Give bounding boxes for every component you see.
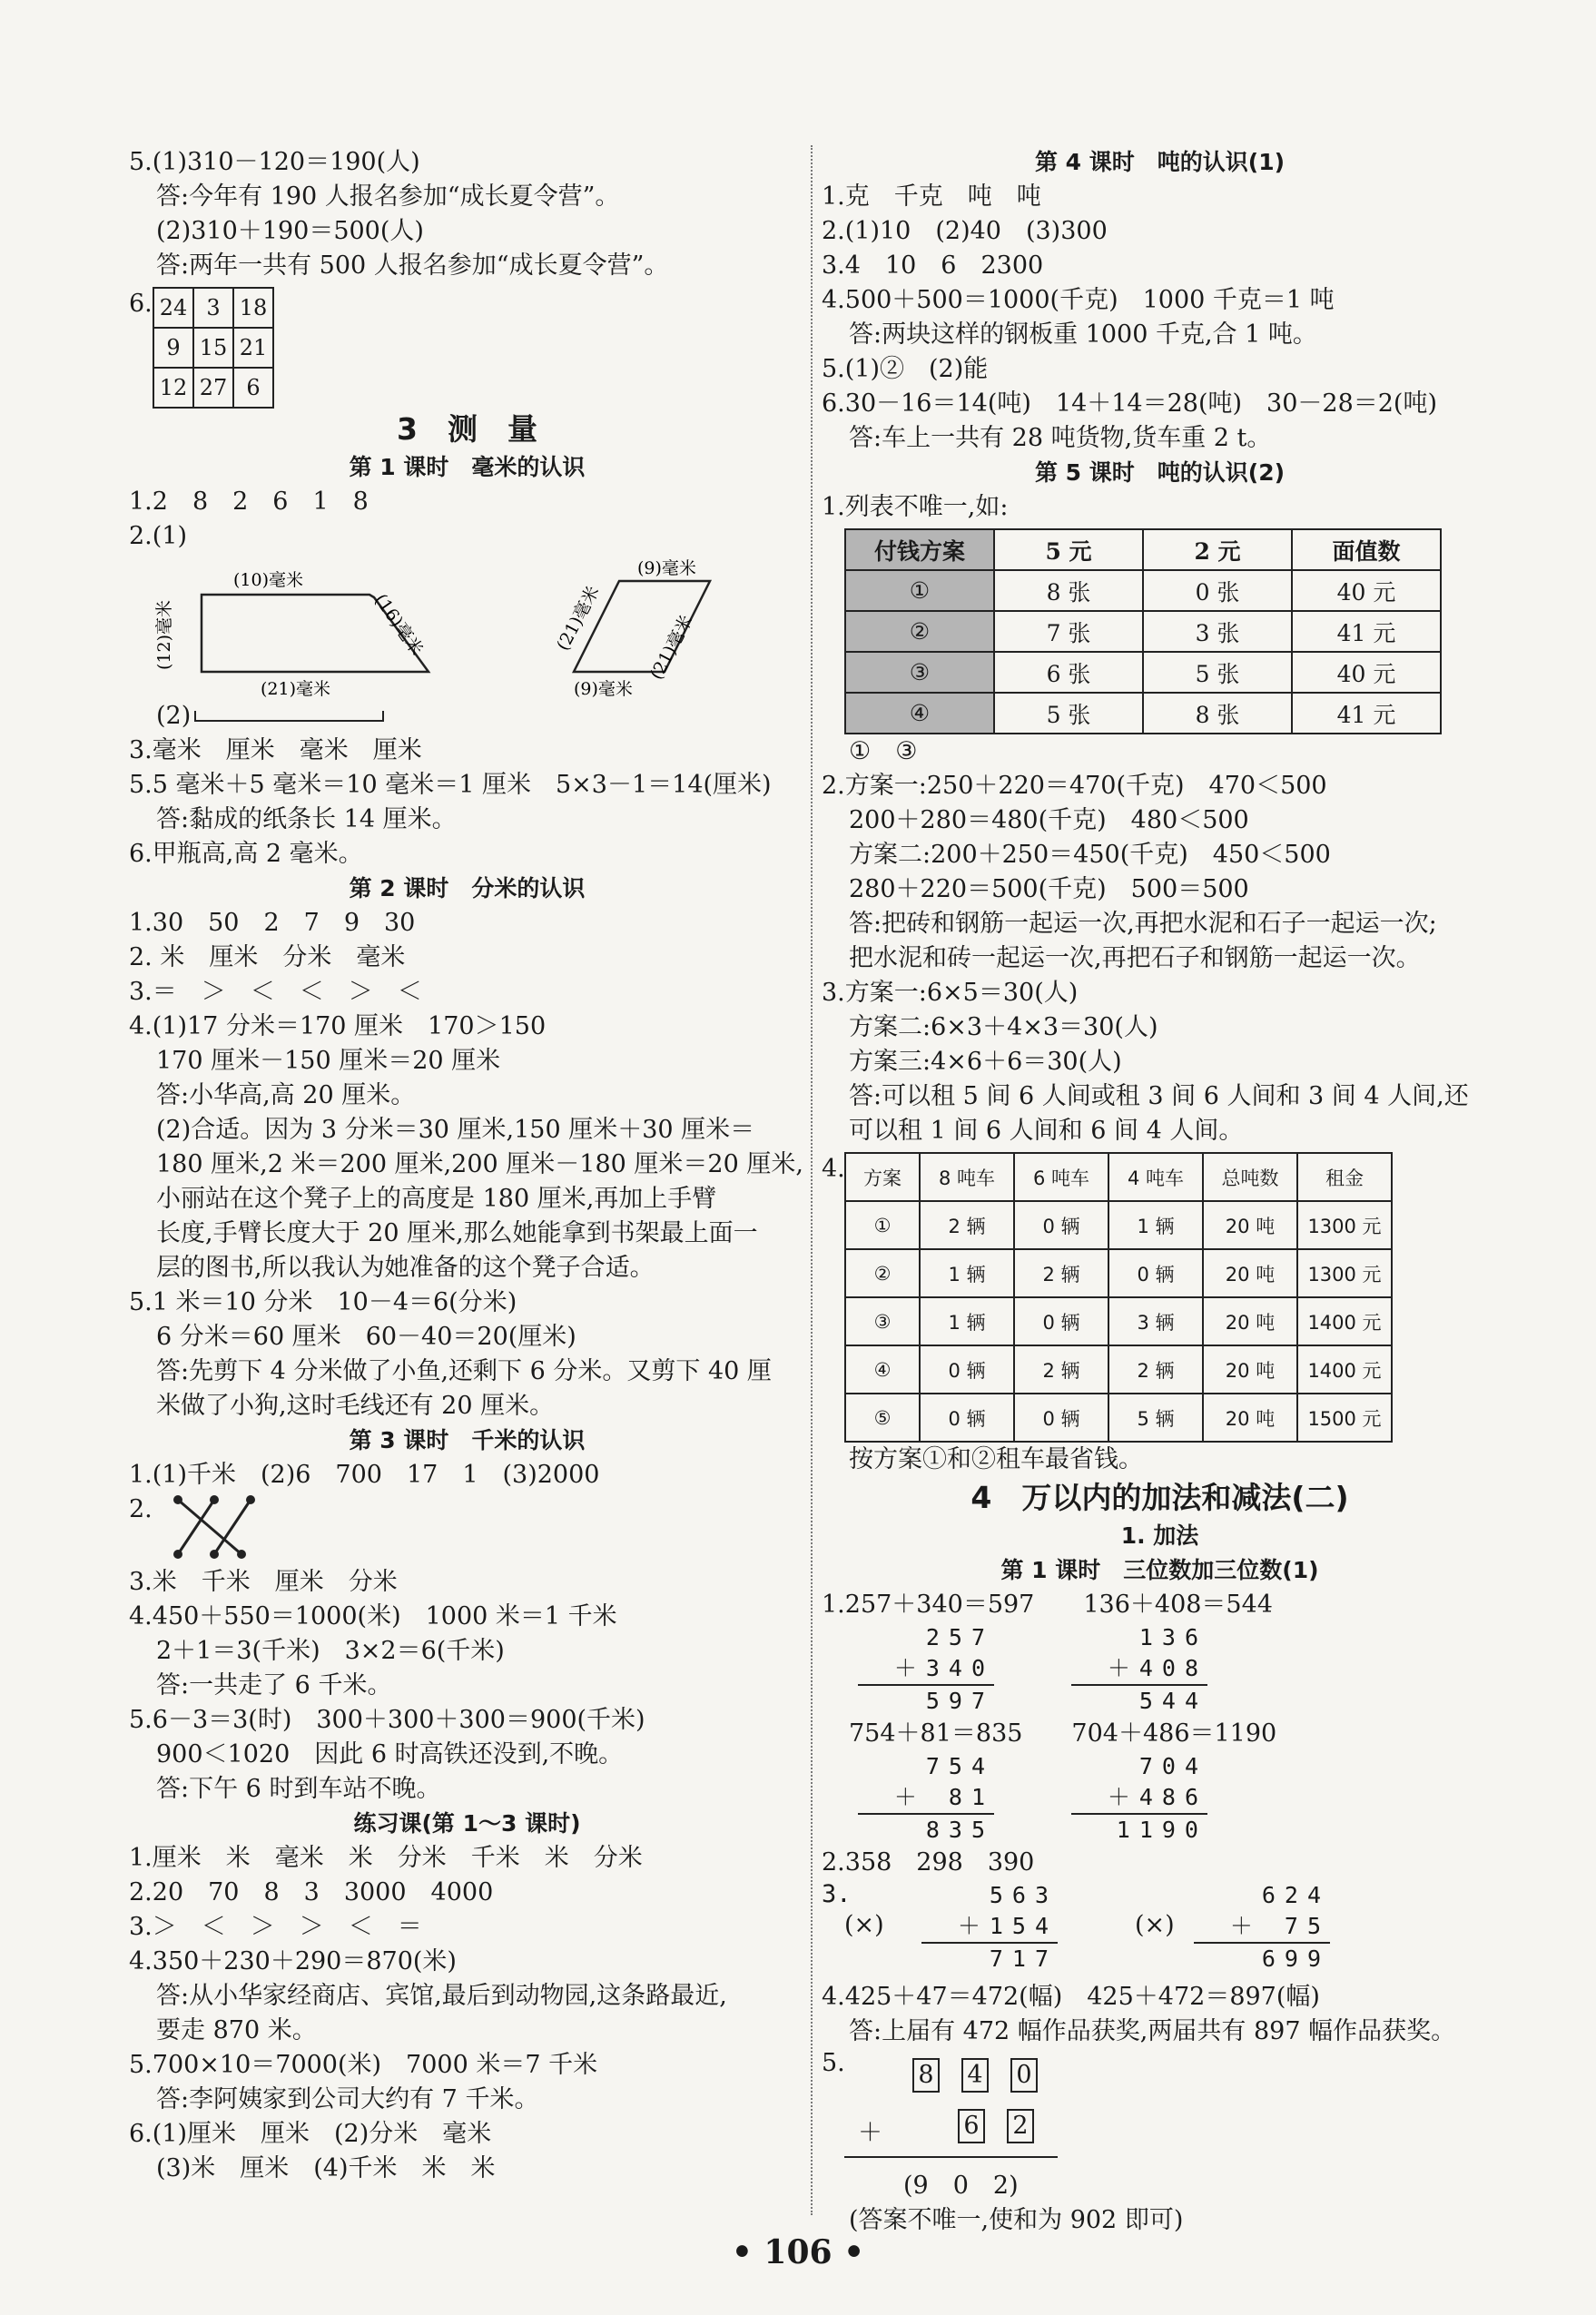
page-number: • 106 • [731, 2233, 865, 2271]
vertical-calc-row [822, 1880, 1498, 1980]
label-bottom-2: (9)毫米 [574, 679, 633, 699]
table-header: 4 吨车 [1108, 1153, 1203, 1201]
answer-line: 答:上届有 472 幅作品获奖,两届共有 897 幅作品获奖。 [849, 2017, 1456, 2045]
vertical-calc [921, 1880, 1058, 1975]
answer-line: 按方案①和②租车最省钱。 [849, 1445, 1143, 1473]
answer-line: 3.毫米 厘米 毫米 厘米 [129, 736, 422, 764]
cell: 9 [153, 328, 193, 368]
plus-sign: ＋ [858, 2119, 882, 2147]
magic-square [153, 287, 274, 409]
calc-row: ＋ 81 [893, 1784, 994, 1810]
cell: 40 元 [1292, 570, 1441, 611]
answer-line: 1.2 8 2 6 1 8 [129, 488, 369, 516]
answer-line: 答:把砖和钢筋一起运一次,再把水泥和石子一起运一次; [849, 910, 1437, 938]
answer-line: 1.厘米 米 毫米 米 分米 千米 米 分米 [129, 1844, 643, 1872]
calc-row: 624 [1261, 1882, 1330, 1908]
cell: 1400 元 [1297, 1297, 1392, 1345]
table-row [845, 611, 1441, 652]
table-row [845, 1394, 1392, 1442]
chapter-title: 4 万以内的加法和减法(二) [970, 1480, 1349, 1515]
cell: 0 张 [1143, 570, 1292, 611]
question-label: 6. [129, 290, 153, 318]
cell: 8 张 [1143, 693, 1292, 734]
puzzle-row-2 [958, 2109, 1034, 2143]
cell: 5 张 [994, 693, 1143, 734]
cell: 20 吨 [1203, 1297, 1297, 1345]
cell: 0 辆 [920, 1345, 1014, 1394]
answer-line: 长度,手臂长度大于 20 厘米,那么她能拿到书架最上面一 [156, 1219, 758, 1247]
calc-row: ＋ 75 [1229, 1913, 1330, 1939]
answer-line: 2.358 298 390 [822, 1848, 1035, 1877]
cell: ① [845, 1201, 920, 1249]
answer-line: (3)米 厘米 (4)千米 米 米 [156, 2154, 496, 2182]
answer-line: 6.30－16＝14(吨) 14＋14＝28(吨) 30－28＝2(吨) [822, 389, 1437, 418]
table-row [845, 1201, 1392, 1249]
answer-line: 2.(1)10 (2)40 (3)300 [822, 217, 1108, 245]
label-top-2: (9)毫米 [637, 558, 696, 578]
answer-line: 答:可以租 5 间 6 人间或租 3 间 6 人间和 3 间 4 人间,还 [849, 1082, 1469, 1110]
magic-square-block [129, 287, 805, 409]
sum-bar [844, 2156, 1058, 2158]
left-column [129, 145, 805, 2186]
answer-line: 答:黏成的纸条长 14 厘米。 [156, 805, 457, 833]
answer-line: 5.5 毫米＋5 毫米＝10 毫米＝1 厘米 5×3－1＝14(厘米) [129, 771, 772, 799]
answer-line: (2)合适。因为 3 分米＝30 厘米,150 厘米＋30 厘米＝ [156, 1116, 755, 1144]
table-header: 租金 [1297, 1153, 1392, 1201]
cell: 20 吨 [1203, 1394, 1297, 1442]
cell: 20 吨 [1203, 1249, 1297, 1297]
answer-line: 答:今年有 190 人报名参加“成长夏令营”。 [156, 182, 620, 211]
cell: 0 辆 [1014, 1394, 1108, 1442]
digit-box: 0 [1010, 2058, 1038, 2093]
cell: 1300 元 [1297, 1201, 1392, 1249]
table-row [845, 1297, 1392, 1345]
subsection-title: 1. 加法 [1120, 1522, 1199, 1549]
answer-line: 答:下午 6 时到车站不晚。 [156, 1775, 441, 1803]
cell: 2 辆 [920, 1201, 1014, 1249]
answer-line: 170 厘米－150 厘米＝20 厘米 [156, 1047, 501, 1075]
chapter-title: 3 测 量 [397, 411, 537, 447]
answer-line: 答:两年一共有 500 人报名参加“成长夏令营”。 [156, 251, 669, 280]
answer-line: 2. 米 厘米 分米 毫米 [129, 943, 406, 971]
question-label: 5. [822, 2049, 845, 2077]
answer-line: 方案三:4×6＋6＝30(人) [849, 1048, 1122, 1076]
cell: 7 张 [994, 611, 1143, 652]
cell: ③ [845, 652, 994, 693]
cell: 1500 元 [1297, 1394, 1392, 1442]
digit-box: 4 [961, 2058, 989, 2093]
matching-figure [129, 1492, 805, 1565]
answer-line [129, 699, 805, 734]
table-header: 方案 [845, 1153, 920, 1201]
answer-line: 3.＞ ＜ ＞ ＞ ＜ ＝ [129, 1913, 422, 1941]
answer-line: 6.甲瓶高,高 2 毫米。 [129, 840, 363, 868]
answer-line: 米做了小狗,这时毛线还有 20 厘米。 [156, 1392, 555, 1420]
section-title: 第 4 课时 吨的认识(1) [1034, 149, 1286, 175]
table-header: 总吨数 [1203, 1153, 1297, 1201]
calc-row: 544 [1071, 1684, 1207, 1717]
section-title: 第 5 课时 吨的认识(2) [1034, 459, 1286, 486]
answer-line: 答:小华高,高 20 厘米。 [156, 1081, 416, 1109]
answer-line: 答:一共走了 6 千米。 [156, 1671, 392, 1699]
answer-line: 280＋220＝500(千克) 500＝500 [849, 875, 1249, 903]
answer-line: 层的图书,所以我认为她准备的这个凳子合适。 [156, 1254, 655, 1282]
vertical-calc-row [822, 1751, 1498, 1846]
shape-figure [129, 554, 805, 699]
label-top-1: (10)毫米 [233, 570, 304, 590]
cell: 0 辆 [1014, 1297, 1108, 1345]
cell: 3 张 [1143, 611, 1292, 652]
vertical-calc [858, 1622, 994, 1717]
section-title: 第 1 课时 毫米的认识 [349, 454, 586, 480]
vertical-calc [1071, 1751, 1207, 1846]
digit-box: 2 [1007, 2109, 1034, 2143]
answer-line: 1.30 50 2 7 9 30 [129, 909, 416, 937]
cell: 40 元 [1292, 652, 1441, 693]
line-segment [194, 711, 384, 722]
calc-row: ＋154 [957, 1913, 1058, 1939]
table-header: 付钱方案 [845, 529, 994, 570]
answer-line: 5.6－3＝3(时) 300＋300＋300＝900(千米) [129, 1706, 645, 1734]
right-column [822, 145, 1498, 2238]
wrong-mark: (×) [844, 1911, 884, 1939]
rental-table [844, 1152, 1393, 1443]
answer-text: 2. [129, 1495, 153, 1523]
sum-result: (9 0 2) [903, 2172, 1019, 2200]
cell: 3 辆 [1108, 1297, 1203, 1345]
cell: 6 张 [994, 652, 1143, 693]
answer-line: 把水泥和砖一起运一次,再把石子和钢筋一起运一次。 [849, 944, 1421, 972]
answer-line: 4.500＋500＝1000(千克) 1000 千克＝1 吨 [822, 286, 1335, 314]
section-title: 第 3 课时 千米的认识 [349, 1427, 586, 1453]
label-diag-1: (16)毫米 [369, 590, 428, 659]
answer-line: 5.700×10＝7000(米) 7000 米＝7 千米 [129, 2051, 598, 2079]
question-label: 3. [822, 1880, 852, 1908]
calc-row: 563 [989, 1882, 1058, 1908]
answer-line: 754＋81＝835 704＋486＝1190 [849, 1719, 1277, 1748]
table-row [845, 1345, 1392, 1394]
answer-line: ① ③ [849, 737, 918, 765]
answer-line: 小丽站在这个凳子上的高度是 180 厘米,再加上手臂 [156, 1185, 717, 1213]
section-title: 第 2 课时 分米的认识 [349, 875, 586, 901]
answer-line: 2.方案一:250＋220＝470(千克) 470＜500 [822, 772, 1327, 800]
answer-line: 6.(1)厘米 厘米 (2)分米 毫米 [129, 2120, 492, 2148]
cell: 5 辆 [1108, 1394, 1203, 1442]
answer-line: 方案二:6×3＋4×3＝30(人) [849, 1013, 1158, 1041]
cell: 15 [193, 328, 233, 368]
payment-table [844, 528, 1442, 734]
vertical-calc [1194, 1880, 1330, 1975]
answer-line: 4.425＋47＝472(幅) 425＋472＝897(幅) [822, 1983, 1320, 2011]
answer-line: 可以租 1 间 6 人间和 6 间 4 人间。 [849, 1117, 1244, 1145]
answer-line: 2.20 70 8 3 3000 4000 [129, 1878, 494, 1906]
calc-row: 1190 [1071, 1813, 1207, 1846]
cell: ③ [845, 1297, 920, 1345]
answer-line: 1.克 千克 吨 吨 [822, 182, 1041, 211]
section-title: 练习课(第 1～3 课时) [353, 1810, 581, 1837]
answer-line: 4.450＋550＝1000(米) 1000 米＝1 千米 [129, 1602, 617, 1630]
calc-row: 835 [858, 1813, 994, 1846]
column-divider [811, 145, 813, 2215]
table-row [845, 570, 1441, 611]
label-right-2: (21)毫米 [645, 612, 697, 684]
wrong-mark: (×) [1135, 1911, 1175, 1939]
table-header: 2 元 [1143, 529, 1292, 570]
cell: 8 张 [994, 570, 1143, 611]
label-bottom-1: (21)毫米 [261, 679, 331, 699]
answer-text: (2) [156, 702, 192, 730]
answer-line: 6 分米＝60 厘米 60－40＝20(厘米) [156, 1323, 576, 1351]
cell: 18 [233, 288, 273, 328]
cell: ④ [845, 693, 994, 734]
answer-line: 2.(1) [129, 522, 188, 550]
answer-line: (答案不唯一,使和为 902 即可) [849, 2206, 1184, 2234]
vertical-calc-row [822, 1622, 1498, 1717]
calc-row: 699 [1194, 1942, 1330, 1975]
calc-row: 257 [925, 1624, 994, 1650]
answer-line: 5.1 米＝10 分米 10－4＝6(分米) [129, 1288, 517, 1316]
question-label: 4. [822, 1155, 845, 1183]
cell: ⑤ [845, 1394, 920, 1442]
table-header: 面值数 [1292, 529, 1441, 570]
table-header: 5 元 [994, 529, 1143, 570]
calc-row: 717 [921, 1942, 1058, 1975]
cell: ④ [845, 1345, 920, 1394]
matching-lines [153, 1492, 280, 1565]
table-row [845, 652, 1441, 693]
cell: 1300 元 [1297, 1249, 1392, 1297]
answer-line: 200＋280＝480(千克) 480＜500 [849, 806, 1249, 834]
answer-line: 3.＝ ＞ ＜ ＜ ＞ ＜ [129, 978, 422, 1006]
cell: 1400 元 [1297, 1345, 1392, 1394]
cell: 0 辆 [1108, 1249, 1203, 1297]
cell: 1 辆 [920, 1249, 1014, 1297]
cell: 20 吨 [1203, 1201, 1297, 1249]
answer-line: 5.(1)② (2)能 [822, 355, 989, 383]
digit-box: 6 [958, 2109, 985, 2143]
cell: 20 吨 [1203, 1345, 1297, 1394]
table-header: 6 吨车 [1014, 1153, 1108, 1201]
answer-line: 1.257＋340＝597 136＋408＝544 [822, 1591, 1273, 1619]
label-left-1: (12)毫米 [154, 599, 174, 670]
label-left-2: (21)毫米 [552, 583, 604, 655]
calc-row: ＋486 [1107, 1784, 1207, 1810]
cell: 2 辆 [1014, 1249, 1108, 1297]
calc-row: 704 [1138, 1753, 1207, 1779]
cell: 1 辆 [920, 1297, 1014, 1345]
calc-row: ＋340 [893, 1655, 994, 1681]
cell: 27 [193, 368, 233, 408]
cell: 21 [233, 328, 273, 368]
answer-line: 答:先剪下 4 分米做了小鱼,还剩下 6 分米。又剪下 40 厘 [156, 1357, 772, 1385]
cell: 41 元 [1292, 693, 1441, 734]
rental-block [822, 1152, 1498, 1443]
cell: 12 [153, 368, 193, 408]
answer-line: 180 厘米,2 米＝200 厘米,200 厘米－180 厘米＝20 厘米, [156, 1150, 803, 1178]
answer-line: 4.350＋230＋290＝870(米) [129, 1947, 457, 1975]
table-row [845, 1249, 1392, 1297]
section-title: 第 1 课时 三位数加三位数(1) [1000, 1557, 1319, 1583]
cell: 2 辆 [1108, 1345, 1203, 1394]
cell: 6 [233, 368, 273, 408]
cell: 24 [153, 288, 193, 328]
vertical-calc [1071, 1622, 1207, 1717]
answer-line: 答:从小华家经商店、宾馆,最后到动物园,这条路最近, [156, 1982, 727, 2010]
cell: 0 辆 [1014, 1201, 1108, 1249]
cell: 1 辆 [1108, 1201, 1203, 1249]
answer-line: 要走 870 米。 [156, 2016, 317, 2044]
digit-puzzle [822, 2049, 1498, 2203]
table-row [845, 693, 1441, 734]
answer-line: 3.米 千米 厘米 分米 [129, 1568, 398, 1596]
answer-line: 答:两块这样的钢板重 1000 千克,合 1 吨。 [849, 320, 1317, 349]
cell: ② [845, 611, 994, 652]
calc-row: 754 [925, 1753, 994, 1779]
answer-line: 3.4 10 6 2300 [822, 251, 1044, 280]
answer-line: 方案二:200＋250＝450(千克) 450＜500 [849, 841, 1331, 869]
vertical-calc [858, 1751, 994, 1846]
answer-line: 2＋1＝3(千米) 3×2＝6(千米) [156, 1637, 505, 1665]
cell: ① [845, 570, 994, 611]
answer-line: 1.列表不唯一,如: [822, 493, 1009, 521]
answer-line: 答:李阿姨家到公司大约有 7 千米。 [156, 2085, 539, 2113]
cell: 41 元 [1292, 611, 1441, 652]
answer-line: 4.(1)17 分米＝170 厘米 170＞150 [129, 1012, 547, 1040]
calc-row: 597 [858, 1684, 994, 1717]
cell: 2 辆 [1014, 1345, 1108, 1394]
table-header: 8 吨车 [920, 1153, 1014, 1201]
calc-row: 136 [1138, 1624, 1207, 1650]
answer-line: 1.(1)千米 (2)6 700 17 1 (3)2000 [129, 1461, 600, 1489]
puzzle-row-1 [912, 2058, 1038, 2093]
answer-line: 3.方案一:6×5＝30(人) [822, 979, 1079, 1007]
answer-line: (2)310＋190＝500(人) [156, 217, 424, 245]
cell: ② [845, 1249, 920, 1297]
cell: 3 [193, 288, 233, 328]
answer-line: 答:车上一共有 28 吨货物,货车重 2 t。 [849, 424, 1272, 452]
calc-row: ＋408 [1107, 1655, 1207, 1681]
answer-line: 5.(1)310－120＝190(人) [129, 148, 420, 176]
answer-line: 900＜1020 因此 6 时高铁还没到,不晚。 [156, 1740, 624, 1768]
cell: 0 辆 [920, 1394, 1014, 1442]
cell: 5 张 [1143, 652, 1292, 693]
digit-box: 8 [912, 2058, 940, 2093]
